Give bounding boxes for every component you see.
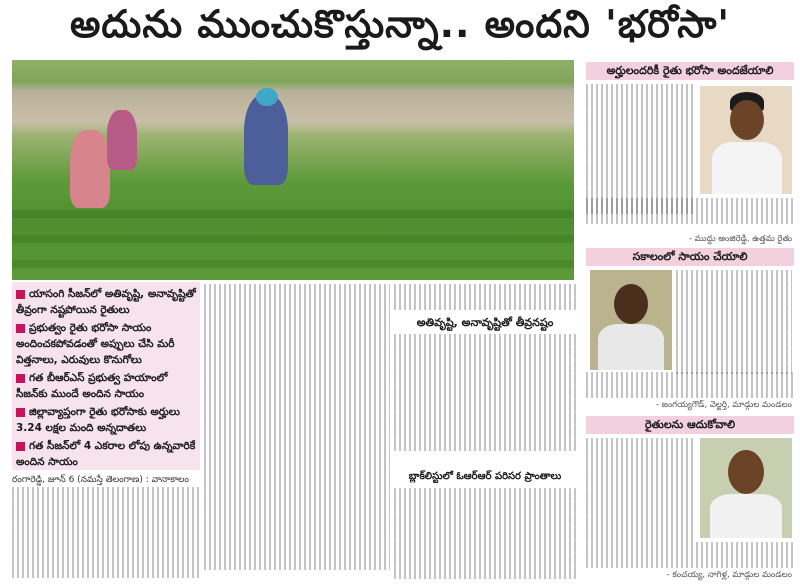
sidebar-box-1-caption: - ముద్దు అంజిరెడ్డి, ఉత్తమ రైతు [688,234,792,244]
bullet-mark-icon [16,324,25,333]
sidebar-box-3 [586,416,794,584]
headline: అదును ముంచుకొస్తున్నా.. అందని 'భరోసా' [69,2,731,46]
bullet-item: ప్రభుత్వం రైతు భరోసా సాయం అందించకపోవడంతో అప్పులు చేసి మరీ విత్తనాలు, ఎరువులు కొనుగోలు [16,322,175,366]
sidebar-box-3-text-2 [586,542,794,568]
sidebar-box-1-title: అర్హులందరికీ రైతు భరోసా అందజేయాలి [586,62,794,80]
bullet-mark-icon [16,442,25,451]
sidebar-box-2 [586,248,794,416]
sidebar [586,62,794,584]
article-column-1 [12,474,200,582]
sidebar-box-3-title: రైతులను ఆదుకోవాలి [586,416,794,434]
bullet-item: గత బీఆర్‌ఎస్ ప్రభుత్వ హయాంలో సీజన్‌కు ముందే అందిన సాయం [16,372,168,400]
subhead-2: బ్లాక్‌లిస్టులో ఓఆర్‌ఆర్ పరిసర ప్రాంతాలు [408,471,562,482]
bullet-item: యాసంగి సీజన్‌లో అతివృష్టి, అనావృష్టితో తీవ్రంగా నష్టపోయిన రైతులు [16,288,196,316]
portrait-1 [700,86,792,194]
sidebar-box-2-title: సకాలంలో సాయం చేయాలి [586,248,794,266]
bullet-mark-icon [16,374,25,383]
bullet-box [12,282,200,470]
article-column-3c [394,488,576,582]
bullet-mark-icon [16,290,25,299]
sidebar-box-3-caption: - కంచయ్య, నాగిళ్ల, మాడ్గుల మండలం [666,570,792,580]
farmers-photo [12,60,574,280]
sidebar-box-2-caption: - జంగయ్యగౌడ్, వెల్జర్తి, మాడ్గుల మండలం [655,400,792,410]
subhead-1: అతివృష్టి, అనావృష్టితో తీవ్రనష్టం [416,316,554,329]
article-column-3b [394,334,576,454]
sidebar-box-1 [586,62,794,252]
bullet-item: జిల్లావ్యాప్తంగా రైతు భరోసాకు అర్హులు 3.24 లక్షల మంది అన్నదాతలు [16,406,180,434]
sidebar-box-1-text-2 [586,198,794,232]
portrait-3 [700,438,792,538]
sidebar-box-2-text [676,270,792,376]
sidebar-box-2-text-2 [586,372,794,398]
bullet-mark-icon [16,408,25,417]
bullet-item: గత సీజన్‌లో 4 ఎకరాల లోపు ఉన్నవారికే అందిన సాయం [16,440,196,468]
article-column-2 [204,284,390,582]
sidebar-box-3-text [586,438,696,544]
article-dateline: రంగారెడ్డి, జూన్ 6 (నమస్తే తెలంగాణ) : వానాకాలం [12,475,189,485]
portrait-2 [590,270,672,370]
